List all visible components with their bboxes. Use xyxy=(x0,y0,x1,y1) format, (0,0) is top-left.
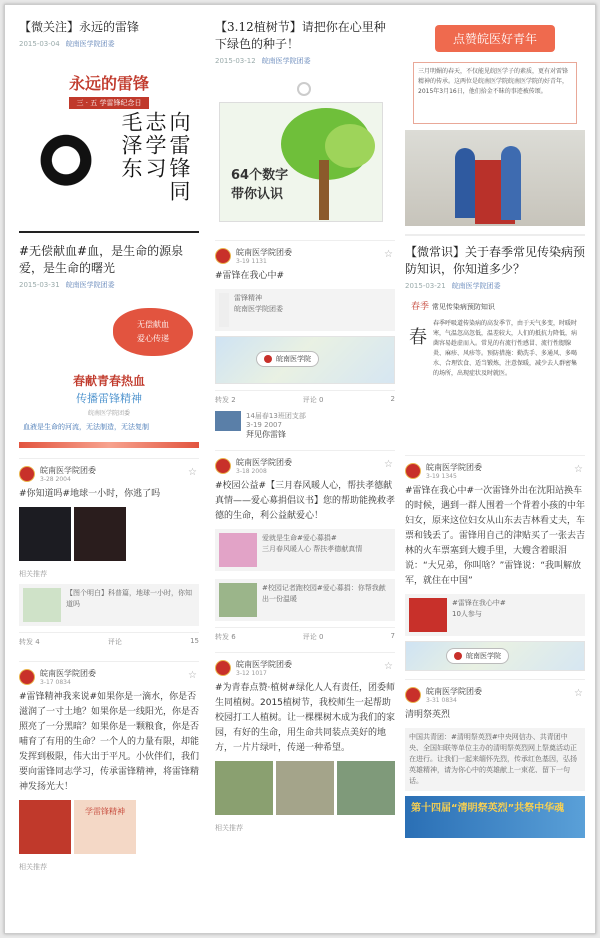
action-bar xyxy=(215,627,395,642)
post-time: 3-17 0834 xyxy=(40,679,71,686)
comment-button[interactable]: 评论 0 xyxy=(302,633,324,641)
good-youth-text: 三月明媚的春天，不仅能见皖医学子的素质，更有对雷锋精神的传承。这两位是皖南医学院皖南医学院的好青年，2015年3月16日，他们拾金不昧的事迹被传颂。 xyxy=(413,62,577,124)
post-text[interactable]: #雷锋精神我来说#如果你是一滴水，你是否滋润了一寸土地？如果你是一线阳光，你是否照亮了一分黑暗？如果你是一颗粮食，你是否哺育了有用的生命？一个人的力量有限，却能发挥到极限，伟大出于平凡。小伙伴们，我们要向雷锋同志学习，传承雷锋精神，将雷锋精神发扬光大！ xyxy=(19,692,199,792)
post-images[interactable] xyxy=(215,761,395,815)
location-map[interactable]: 皖南医学院 xyxy=(405,641,585,671)
blood-footer: 血液是生命的河流，无法制造，无法复制 xyxy=(23,423,149,431)
author-name[interactable]: 皖南医学院团委 xyxy=(236,458,292,467)
avatar[interactable] xyxy=(405,463,421,479)
quote-card-2[interactable]: #校园记者跑校园#爱心募捐：你帮我献出一份温暖 xyxy=(215,579,395,621)
weibo-post-leifeng-heart[interactable] xyxy=(215,240,395,440)
divider xyxy=(19,231,199,233)
post-text[interactable]: #你知道吗#地球一小时，你逃了吗 xyxy=(19,489,161,499)
author-name[interactable]: 皖南医学院团委 xyxy=(426,463,482,472)
post-text[interactable]: #校园公益#【三月春风暖人心，帮扶孝德献真情——爱心募捐倡议书】您的帮助能挽救孝德的生命，利公益献爱心！ xyxy=(215,481,395,521)
like-button[interactable]: 7 xyxy=(390,632,395,640)
column-3 xyxy=(405,19,585,838)
blood-red-title: 春献青春热血 xyxy=(72,374,145,388)
author-name[interactable]: 皖南医学院团委 xyxy=(40,466,96,475)
post-text[interactable]: #雷锋在我心中#一次雷锋外出在沈阳站换车的时候，遇到一群人围着一个背着小孩的中年妇女，原来这位妇女从山东去吉林看丈夫，车票和钱丢了。雷锋用自己的津贴买了一张去吉林的火车票塞到大嫂手里，大嫂含着眼泪说：“大兄弟，你叫啥？”雷锋说：“我叫解放军，就住在中国” xyxy=(405,486,585,586)
star-icon[interactable]: ☆ xyxy=(574,464,583,475)
post-time: 3-31 0834 xyxy=(426,697,457,704)
quote-card[interactable]: #雷锋在我心中# 10人参与 xyxy=(405,594,585,636)
tree-image[interactable] xyxy=(215,80,395,230)
quote-text[interactable]: 中国共青团：#清明祭英烈#中央网信办、共青团中央、全国妇联等单位主办的清明祭英烈网上祭奠活动正在进行。让我们一起来缅怀先烈，传承红色基因，弘扬英雄精神，请为你心中的英雄献上一束花、留下一句话。 xyxy=(405,728,585,791)
forward-button[interactable]: 转发 4 xyxy=(19,638,40,646)
article-meta: 2015-03-12 皖南医学院团委 xyxy=(215,57,311,65)
good-youth-badge: 点赞皖医好青年 xyxy=(435,25,555,52)
related-label: 相关推荐 xyxy=(215,824,243,832)
leifeng-image[interactable] xyxy=(19,71,199,221)
star-icon[interactable]: ☆ xyxy=(574,688,583,699)
blood-blue-title: 传播雷锋精神 xyxy=(76,392,142,405)
article-meta: 2015-03-31 皖南医学院团委 xyxy=(19,281,115,289)
related-label: 相关推荐 xyxy=(19,863,47,871)
forward-button[interactable]: 转发 2 xyxy=(215,396,236,404)
quote-card[interactable]: 【图个明白】科普篇，地球一小时，你知道吗 xyxy=(19,584,199,626)
tree-title: 64个数字 xyxy=(231,168,289,183)
action-bar xyxy=(19,632,199,647)
tree-subtitle: 带你认识 xyxy=(231,187,284,202)
post-text[interactable]: 清明祭英烈 xyxy=(405,710,451,720)
article-title[interactable]: 【微关注】永远的雷锋 xyxy=(19,20,140,34)
article-card-blood[interactable] xyxy=(19,243,199,448)
article-title[interactable]: 【3.12植树节】请把你在心里种下绿色的种子！ xyxy=(215,20,386,51)
like-button[interactable]: 15 xyxy=(190,637,199,645)
divider xyxy=(405,234,585,236)
page xyxy=(4,4,596,934)
weibo-post-earth-hour[interactable] xyxy=(19,458,199,647)
good-youth-photo[interactable] xyxy=(405,130,585,226)
post-images[interactable] xyxy=(19,507,199,561)
avatar[interactable] xyxy=(19,466,35,482)
star-icon[interactable]: ☆ xyxy=(188,467,197,478)
author-name[interactable]: 皖南医学院团委 xyxy=(40,669,96,678)
leifeng-portrait xyxy=(27,111,105,193)
comment-button[interactable]: 评论 0 xyxy=(302,396,324,404)
avatar[interactable] xyxy=(215,458,231,474)
star-icon[interactable]: ☆ xyxy=(384,249,393,260)
blood-small: 皖南医学院团委 xyxy=(87,410,130,417)
location-map[interactable]: 皖南医学院 xyxy=(215,336,395,384)
star-icon[interactable]: ☆ xyxy=(384,661,393,672)
quote-card[interactable]: 雷锋精神 皖南医学院团委 xyxy=(215,289,395,331)
post-time: 3-19 1131 xyxy=(236,258,267,265)
star-icon[interactable]: ☆ xyxy=(188,670,197,681)
avatar[interactable] xyxy=(405,687,421,703)
article-card-arbor-day[interactable] xyxy=(215,19,395,230)
post-text[interactable]: #雷锋在我心中# xyxy=(215,271,285,281)
action-bar xyxy=(215,390,395,405)
column-2 xyxy=(215,19,395,833)
article-meta: 2015-03-04 皖南医学院团委 xyxy=(19,40,115,48)
author-name[interactable]: 皖南医学院团委 xyxy=(426,687,482,696)
avatar[interactable] xyxy=(215,660,231,676)
related-label: 相关推荐 xyxy=(19,570,47,578)
banner-subtitle: 三 · 五 学雷锋纪念日 xyxy=(69,97,149,109)
avatar[interactable] xyxy=(19,669,35,685)
related-post[interactable]: 14届春13班团支部 3-19 2007 拜见你雷锋 xyxy=(215,411,395,440)
blood-donation-image[interactable] xyxy=(19,298,199,448)
post-text[interactable]: #为青春点赞·植树#绿化人人有责任，团委师生同植树。2015植树节，我校师生一起帮助校园打工人植树。让一棵棵树木成为我们的家园，有好的生命，用生命共同装点美好的地方，一片片绿叶，传递一种希望。 xyxy=(215,683,395,753)
banner-title: 永远的雷锋 xyxy=(68,74,149,93)
article-card-good-youth[interactable] xyxy=(405,25,585,226)
weibo-post-tree-planting[interactable] xyxy=(215,652,395,833)
forward-button[interactable]: 转发 6 xyxy=(215,633,236,641)
article-card-spring-disease[interactable] xyxy=(405,244,585,449)
weibo-post-donation[interactable] xyxy=(215,450,395,642)
column-1 xyxy=(19,19,199,872)
post-time: 3-28 2004 xyxy=(40,476,71,483)
article-card-leifeng[interactable] xyxy=(19,19,199,221)
star-icon[interactable]: ☆ xyxy=(384,459,393,470)
post-time: 3-18 2008 xyxy=(236,468,267,475)
author-name[interactable]: 皖南医学院团委 xyxy=(236,660,292,669)
like-button[interactable]: 2 xyxy=(390,395,395,403)
blood-bubble: 无偿献血 爱心传递 xyxy=(113,308,193,356)
avatar[interactable] xyxy=(215,248,231,264)
post-time: 3-12 1017 xyxy=(236,670,267,677)
article-meta: 2015-03-21 皖南医学院团委 xyxy=(405,282,501,290)
blood-stripe xyxy=(19,442,199,448)
post-images[interactable]: 学雷锋精神 xyxy=(19,800,199,854)
qingming-banner[interactable]: 第十四届“清明祭英烈”共祭中华魂 xyxy=(405,796,585,838)
comment-button[interactable]: 评论 xyxy=(107,638,122,646)
post-time: 3-19 1345 xyxy=(426,473,457,480)
quote-card[interactable]: 爱就是生命#爱心募捐# 三月春风暖人心 帮扶孝德献真情 xyxy=(215,529,395,571)
article-title[interactable]: #无偿献血#血，是生命的源泉 爱，是生命的曙光 xyxy=(19,244,184,275)
author-name[interactable]: 皖南医学院团委 xyxy=(236,248,292,257)
weibo-post-qingming[interactable] xyxy=(405,679,585,838)
weibo-post-leifeng-spirit[interactable] xyxy=(19,661,199,872)
article-title[interactable]: 【微常识】关于春季常见传染病预防知识，你知道多少？ xyxy=(405,245,586,276)
weibo-post-leifeng-story[interactable] xyxy=(405,455,585,671)
calligraphy: 向雷锋同志学习 毛泽东 xyxy=(119,111,191,203)
disease-image[interactable]: 春季 常见传染病预防知识 春 春季呼吸道传染病的高发季节，由于天气多变，时暖时寒，气温忽高忽低，温差较大，人们的抵抗力降低，病菌容易趁虚而入。常见的有流行性感冒、流行性腮腺炎、麻疹、风疹等。预防措施：勤洗手、多通风、多喝水、合理饮食、适当锻炼，注意保暖，减少去人群密集的场所，出现症状及时就医。 xyxy=(409,302,578,377)
